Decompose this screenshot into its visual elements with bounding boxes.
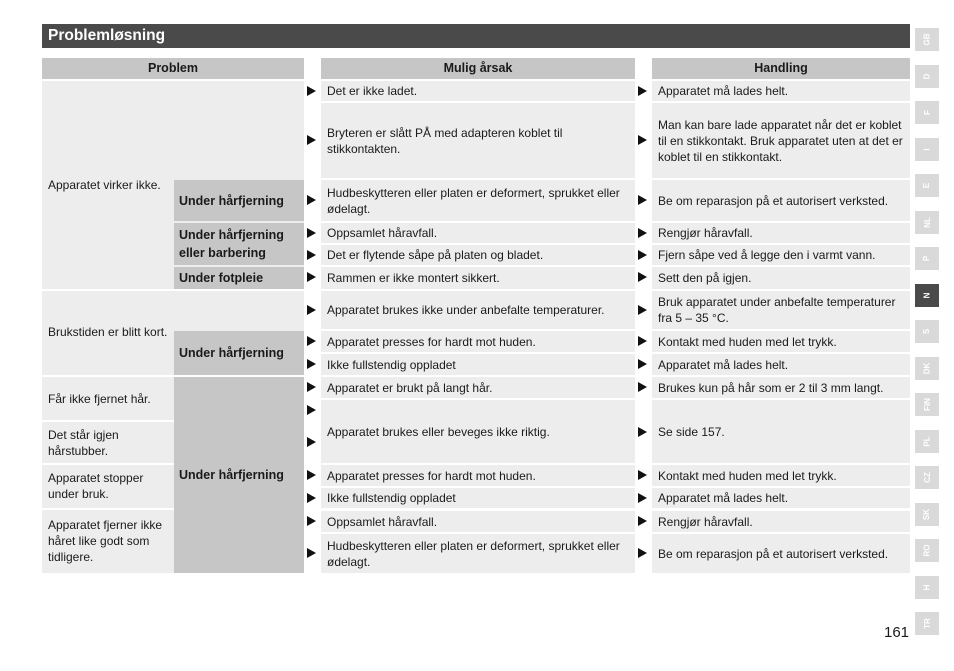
- cause-row: Hudbeskytteren eller platen er deformert, sprukket eller ødelagt.: [321, 180, 635, 221]
- cause-row: Apparatet presses for hardt mot huden.: [321, 331, 635, 352]
- problem-stubble-left: Det står igjen hårstubber.: [48, 428, 119, 458]
- lang-tab-h[interactable]: H: [915, 576, 939, 599]
- problem-hair-not-removed: Får ikke fjernet hår.: [48, 392, 151, 406]
- arrow-icon: [307, 493, 316, 503]
- problem-stops-during-use: Apparatet stopper under bruk.: [48, 471, 144, 501]
- arrow-icon: [638, 135, 647, 145]
- action-row: Kontakt med huden med let trykk.: [652, 465, 910, 486]
- sub-hair-removal-3: Under hårfjerning: [174, 377, 304, 573]
- arrow-icon: [638, 382, 647, 392]
- cause-row: Oppsamlet håravfall.: [321, 223, 635, 243]
- arrow-icon: [307, 382, 316, 392]
- arrow-icon: [307, 516, 316, 526]
- sub-hair-removal-2: Under hårfjerning: [174, 331, 304, 375]
- action-row: Apparatet må lades helt.: [652, 488, 910, 508]
- header-cause: Mulig årsak: [321, 58, 635, 79]
- arrow-icon: [638, 516, 647, 526]
- section-title: Problemløsning: [42, 24, 910, 48]
- lang-tab-p[interactable]: P: [915, 247, 939, 270]
- divider: [42, 508, 174, 510]
- cause-row: Oppsamlet håravfall.: [321, 511, 635, 532]
- arrow-icon: [307, 86, 316, 96]
- lang-tab-gb[interactable]: GB: [915, 28, 939, 51]
- action-row: Rengjør håravfall.: [652, 223, 910, 243]
- action-row: Apparatet må lades helt.: [652, 354, 910, 375]
- arrow-icon: [638, 427, 647, 437]
- problem-short-runtime: Brukstiden er blitt kort.: [48, 325, 168, 339]
- arrow-icon: [307, 359, 316, 369]
- action-row: Man kan bare lade apparatet når det er koblet til en stikkontakt. Bruk apparatet uten at det er koblet til en stikkontakt.: [652, 103, 910, 178]
- lang-tab-d[interactable]: D: [915, 65, 939, 88]
- lang-tab-s[interactable]: S: [915, 320, 939, 343]
- action-row: Rengjør håravfall.: [652, 511, 910, 532]
- arrow-icon: [307, 437, 316, 447]
- arrow-icon: [638, 272, 647, 282]
- arrow-icon: [638, 250, 647, 260]
- action-row: Apparatet må lades helt.: [652, 81, 910, 101]
- cause-row: Apparatet presses for hardt mot huden.: [321, 465, 635, 486]
- problem-not-working: Apparatet virker ikke.: [48, 178, 161, 192]
- problem-poor-performance: Apparatet fjerner ikke håret like godt som tidligere.: [48, 518, 163, 564]
- arrow-icon: [638, 548, 647, 558]
- page-number: 161: [884, 624, 910, 641]
- lang-tab-nl[interactable]: NL: [915, 211, 939, 234]
- action-row: Sett den på igjen.: [652, 267, 910, 289]
- divider: [42, 420, 174, 422]
- sub-hair-removal: Under hårfjerning: [174, 180, 304, 221]
- arrow-icon: [307, 250, 316, 260]
- cause-row: Rammen er ikke montert sikkert.: [321, 267, 635, 289]
- arrow-icon: [307, 305, 316, 315]
- arrow-icon: [307, 228, 316, 238]
- action-row: Fjern såpe ved å legge den i varmt vann.: [652, 245, 910, 265]
- lang-tab-pl[interactable]: PL: [915, 430, 939, 453]
- action-row: Se side 157.: [652, 400, 910, 463]
- sub-hair-removal-or-shaving: Under hårfjerning eller barbering: [174, 223, 304, 265]
- action-row: Bruk apparatet under anbefalte temperaturer fra 5 – 35 °C.: [652, 291, 910, 329]
- lang-tab-fin[interactable]: FIN: [915, 393, 939, 416]
- arrow-icon: [638, 86, 647, 96]
- lang-tab-dk[interactable]: DK: [915, 357, 939, 380]
- cause-row: Det er flytende såpe på platen og bladet.: [321, 245, 635, 265]
- cause-row: Bryteren er slått PÅ med adapteren koblet til stikkontakten.: [321, 103, 635, 178]
- action-row: Be om reparasjon på et autorisert verksted.: [652, 180, 910, 221]
- cause-row: Ikke fullstendig oppladet: [321, 488, 635, 508]
- arrow-icon: [307, 195, 316, 205]
- lang-tab-e[interactable]: E: [915, 174, 939, 197]
- arrow-icon: [638, 195, 647, 205]
- lang-tab-sk[interactable]: SK: [915, 503, 939, 526]
- arrow-icon: [638, 493, 647, 503]
- cause-row: Det er ikke ladet.: [321, 81, 635, 101]
- action-row: Brukes kun på hår som er 2 til 3 mm langt.: [652, 377, 910, 398]
- arrow-icon: [307, 470, 316, 480]
- arrow-icon: [638, 359, 647, 369]
- lang-tab-cz[interactable]: CZ: [915, 466, 939, 489]
- action-row: Be om reparasjon på et autorisert verksted.: [652, 534, 910, 573]
- arrow-icon: [307, 272, 316, 282]
- arrow-icon: [638, 228, 647, 238]
- lang-tab-tr[interactable]: TR: [915, 612, 939, 635]
- arrow-icon: [307, 405, 316, 415]
- cause-row: Ikke fullstendig oppladet: [321, 354, 635, 375]
- cause-row: Apparatet brukes eller beveges ikke riktig.: [321, 400, 635, 463]
- lang-tab-f[interactable]: F: [915, 101, 939, 124]
- lang-tab-n[interactable]: N: [915, 284, 939, 307]
- action-row: Kontakt med huden med let trykk.: [652, 331, 910, 352]
- arrow-icon: [307, 336, 316, 346]
- header-action: Handling: [652, 58, 910, 79]
- arrow-icon: [307, 135, 316, 145]
- cause-row: Apparatet er brukt på langt hår.: [321, 377, 635, 398]
- cause-row: Apparatet brukes ikke under anbefalte temperaturer.: [321, 291, 635, 329]
- sub-foot-care: Under fotpleie: [174, 267, 304, 289]
- lang-tab-i[interactable]: I: [915, 138, 939, 161]
- cause-row: Hudbeskytteren eller platen er deformert, sprukket eller ødelagt.: [321, 534, 635, 573]
- arrow-icon: [307, 548, 316, 558]
- header-problem: Problem: [42, 58, 304, 79]
- lang-tab-ro[interactable]: RO: [915, 539, 939, 562]
- arrow-icon: [638, 305, 647, 315]
- arrow-icon: [638, 336, 647, 346]
- arrow-icon: [638, 470, 647, 480]
